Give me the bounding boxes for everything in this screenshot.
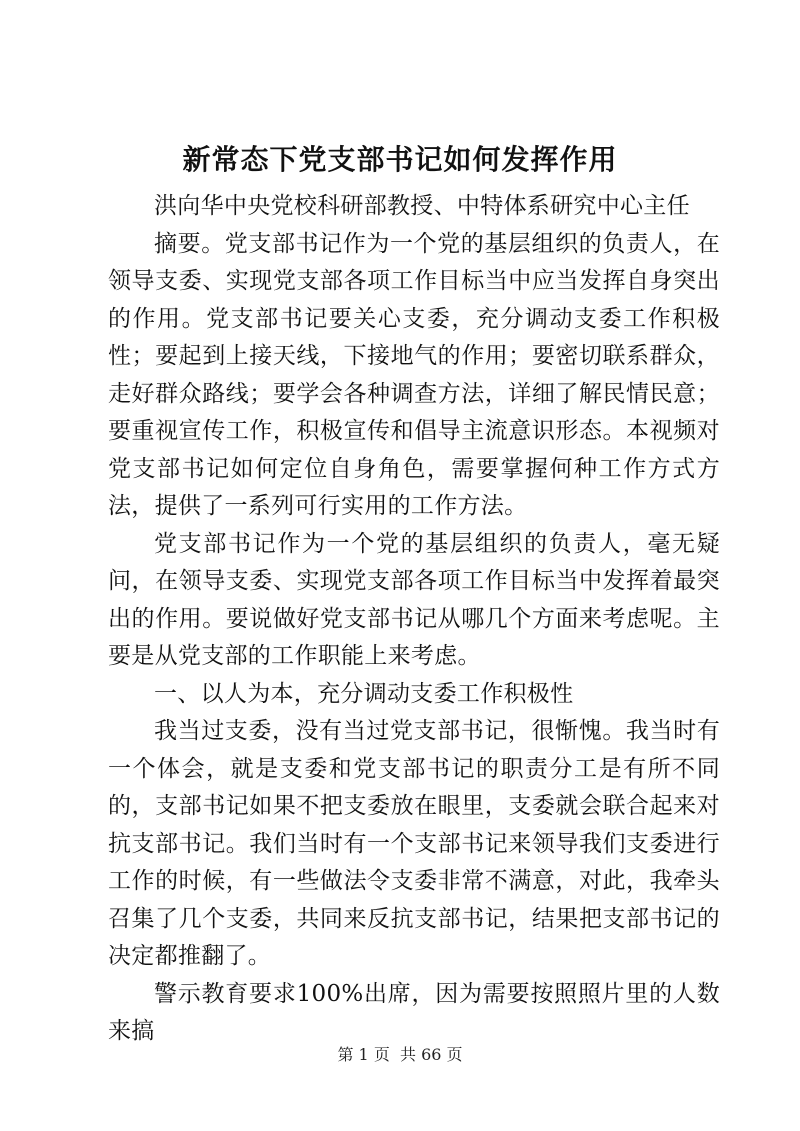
page-footer [0, 1044, 800, 1066]
body-paragraph: 党支部书记作为一个党的基层组织的负责人，毫无疑问，在领导支委、实现党支部各项工作目标当中发挥着最突出的作用。要说做好党支部书记从哪几个方面来考虑呢。主要是从党支部的工作职能上来考虑。 [108, 530, 720, 669]
author-line: 洪向华中央党校科研部教授、中特体系研究中心主任 [154, 193, 690, 219]
body-paragraph: 我当过支委，没有当过党支部书记，很惭愧。我当时有一个体会，就是支委和党支部书记的职责分工是有所不同的，支部书记如果不把支委放在眼里，支委就会联合起来对抗支部书记。我们当时有一个支部书记来领导我们支委进行工作的时候，有一些做法令支委非常不满意，对此，我牵头召集了几个支委，共同来反抗支部书记，结果把支部书记的决定都推翻了。 [108, 718, 720, 969]
document-title: 新常态下党支部书记如何发挥作用 [182, 143, 618, 176]
abstract-paragraph: 摘要。党支部书记作为一个党的基层组织的负责人，在领导支委、实现党支部各项工作目标当中应当发挥自身突出的作用。党支部书记要关心支委，充分调动支委工作积极性；要起到上接天线，下接地气的作用；要密切联系群众，走好群众路线；要学会各种调查方法，详细了解民情民意；要重视宣传工作，积极宣传和倡导主流意识形态。本视频对党支部书记如何定位自身角色，需要掌握何种工作方式方法，提供了一系列可行实用的工作方法。 [108, 230, 720, 519]
section-heading: 一、以人为本，充分调动支委工作积极性 [154, 680, 574, 707]
document-body [108, 188, 720, 1051]
body-paragraph: 警示教育要求100%出席，因为需要按照照片里的人数来搞 [108, 980, 720, 1044]
page-number-label: 第 1 页 共 66 页 [337, 1045, 463, 1064]
